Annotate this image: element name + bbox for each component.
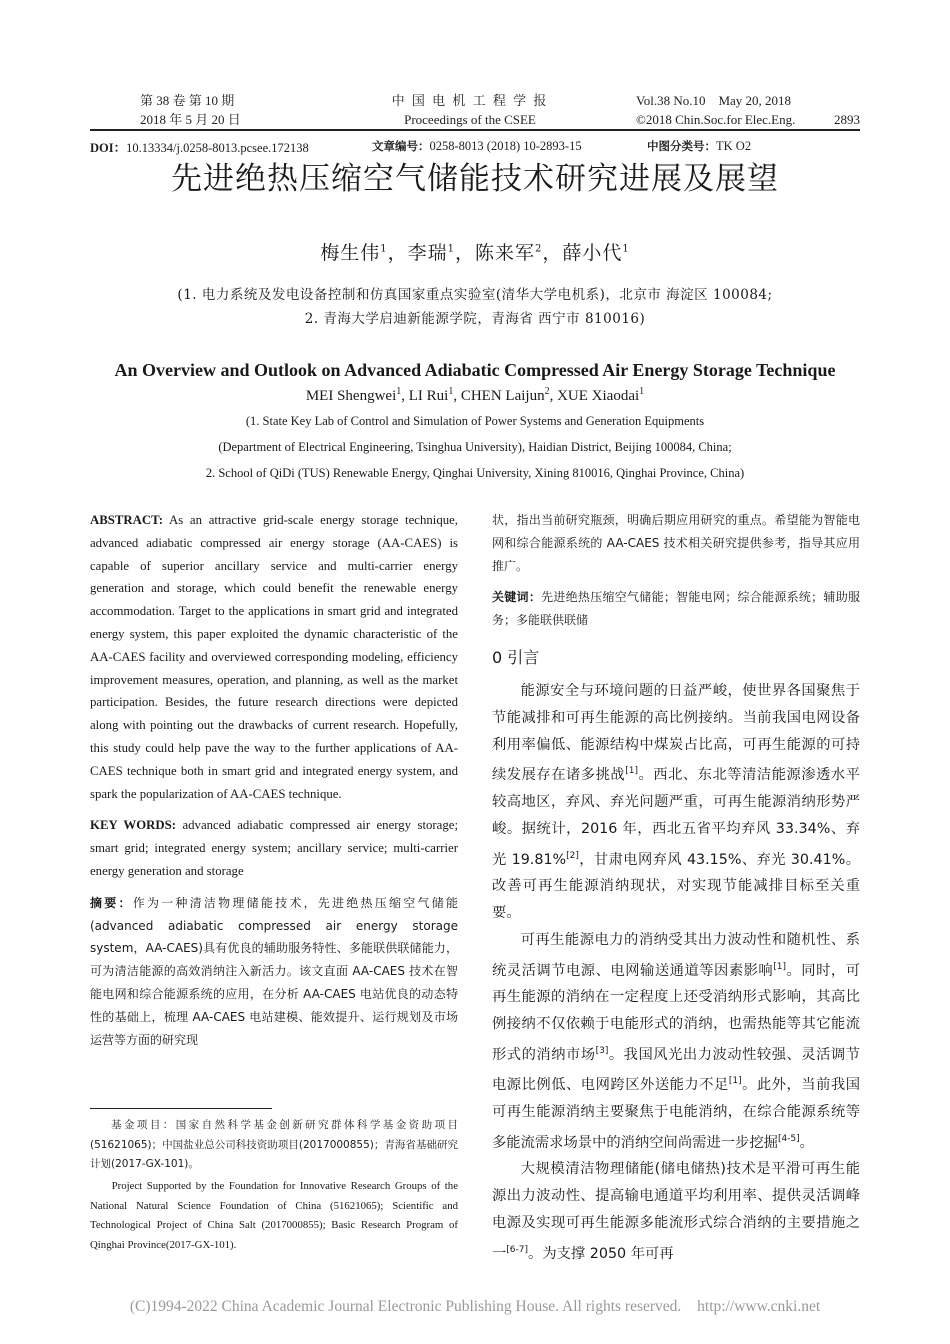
- section-heading-introduction: 0 引言: [492, 648, 540, 667]
- footer-url[interactable]: http://www.cnki.net: [697, 1298, 821, 1315]
- author-name-en: CHEN Laijun: [460, 388, 545, 404]
- author-affiliation-sup: 1: [396, 386, 402, 397]
- intro-paragraph-3: [492, 1156, 860, 1267]
- funding-text-en: Project Supported by the Foundation for Innovative Research Groups of the National Natural Science Foundation of China (51621065); Scientific and Technological Project of China Salt (2017000855); Basic Research Program of Qinghai Province(2017-GX-101).: [90, 1180, 458, 1251]
- abstract-zh-label: 摘要：: [90, 895, 133, 910]
- text-run: 。同时，可再生能源的消纳在一定程度上还受消纳形式影响，其高比例接纳不仅依赖于电能形式的消纳，也需热能等其它能流形式的消纳市场: [492, 962, 861, 1063]
- abstract-en-label: ABSTRACT:: [90, 513, 164, 527]
- author-affiliation-sup: 2: [535, 243, 543, 255]
- text-run: 大规模清洁物理储能(储电储热)技术是平滑可再生能源出力波动性、提高输电通道平均利用率、提供灵活调峰电源及实现可再生能源多能流形式综合消纳的主要措施之一: [492, 1161, 860, 1262]
- header-vol-en: Vol.38 No.10 May 20, 2018: [636, 93, 792, 108]
- header-volume-zh: [140, 91, 241, 129]
- header-copyright: ©2018 Chin.Soc.for Elec.Eng.: [636, 112, 796, 127]
- keywords-en: [90, 814, 458, 882]
- introduction-body: [492, 678, 860, 1267]
- keywords-zh-text: 先进绝热压缩空气储能；智能电网；综合能源系统；辅助服务；多能联供联储: [492, 590, 860, 628]
- author-name-en: XUE Xiaodai: [557, 388, 640, 404]
- funding-zh: [90, 1116, 458, 1175]
- author-affiliation-sup: 2: [544, 386, 550, 397]
- text-run: 能源安全与环境问题的日益严峻，使世界各国聚焦于节能减排和可再生能源的高比例接纳。当前我国电网设备利用率偏低、能源结构中煤炭占比高，可再生能源的可持续发展存在诸多挑战: [492, 683, 860, 784]
- author-affiliation-sup: 1: [447, 243, 455, 255]
- affiliation-en-3: 2. School of QiDi (TUS) Renewable Energy, Qinghai University, Xining 810016, Qinghai Province, China): [205, 466, 745, 480]
- header-vol-zh: 第 38 卷 第 10 期: [140, 93, 235, 108]
- left-column: [90, 509, 458, 1051]
- header-volume-en: [636, 91, 860, 129]
- text-run: 。西北、东北等清洁能源渗透水平较高地区，弃风、弃光问题严重，可再生能源消纳形势严峻。据统计，2016 年，西北五省平均弃风 33.34%、弃光 19.81%: [492, 767, 860, 868]
- cnki-footer: [0, 1298, 950, 1316]
- classification-label: 中图分类号：: [647, 139, 716, 153]
- author-affiliation-sup: 1: [448, 386, 454, 397]
- doi-label: DOI：: [90, 141, 127, 155]
- doi-value: 10.13334/j.0258-8013.pcsee.172138: [126, 141, 309, 155]
- author-name: 薛小代: [562, 242, 623, 264]
- citation: [3]: [595, 1045, 609, 1056]
- citation: [1]: [773, 961, 786, 972]
- keywords-zh-label: 关键词：: [492, 590, 542, 605]
- footer-copyright: (C)1994-2022 China Academic Journal Electronic Publishing House. All rights reserved.: [129, 1298, 682, 1315]
- affiliation-en-1: (1. State Key Lab of Control and Simulation of Power Systems and Generation Equipments: [245, 414, 705, 428]
- text-run: 。此外，当前我国可再生能源消纳主要聚焦于电能消纳，在综合能源系统等多能流需求场景中的消纳空间尚需进一步挖掘: [492, 1076, 861, 1151]
- text-run: 。: [799, 1134, 814, 1151]
- abstract-zh-text-cont: 状，指出当前研究瓶颈，明确后期应用研究的重点。希望能为智能电网和综合能源系统的 AA-CAES 技术相关研究提供参考，指导其应用推广。: [492, 513, 860, 573]
- author-affiliation-sup: 1: [622, 243, 630, 255]
- funding-text-zh: 国家自然科学基金创新研究群体科学基金资助项目(51621065)；中国盐业总公司科技资助项目(2017000855)；青海省基础研究计划(2017-GX-101)。: [90, 1119, 459, 1170]
- affiliation-zh-1: (1. 电力系统及发电设备控制和仿真国家重点实验室(清华大学电机系)，北京市 海淀区 100084;: [177, 287, 773, 303]
- citation: [1]: [728, 1076, 742, 1087]
- page-number: 2893: [834, 112, 860, 127]
- affiliation-en-2: (Department of Electrical Engineering, Tsinghua University), Haidian District, Beijing 100084, China;: [218, 440, 732, 454]
- footnote-rule: [90, 1108, 272, 1109]
- abstract-en-text: As an attractive grid-scale energy storage technique, advanced adiabatic compressed air energy storage (AA-CAES) is capable of superior ancillary service and multi-carrier energy generation and storage, which could benefit the renewable energy accommodation. Target to the applications in smart grid and integrated energy system, this paper exploited the dynamic characteristic of the AA-CAES facility and overviewed corresponding modeling, efficiency improvement measures, operation, and planning, as well as the market participation. Besides, the future research directions were depicted along with pointing out the drawbacks of current research. Hopefully, this study could help pave the way to the further applications of AA-CAES technique both in smart grid and integrated energy system, and spark the popularization of AA-CAES technique.: [90, 513, 459, 801]
- header-rule: [90, 129, 860, 131]
- author-affiliation-sup: 1: [639, 386, 645, 397]
- citation: [2]: [566, 850, 579, 861]
- paper-title-en: An Overview and Outlook on Advanced Adiabatic Compressed Air Energy Storage Technique: [114, 360, 836, 380]
- header-date-zh: 2018 年 5 月 20 日: [140, 112, 241, 127]
- author-name-en: LI Rui: [408, 388, 449, 404]
- classification: [647, 138, 751, 154]
- header-journal-zh: 中 国 电 机 工 程 学 报: [391, 93, 549, 108]
- author-affiliation-sup: 1: [380, 243, 388, 255]
- classification-value: TK O2: [716, 139, 752, 153]
- abstract-en: [90, 509, 458, 805]
- keywords-zh: [492, 586, 860, 632]
- text-run: 可再生能源电力的消纳受其出力波动性和随机性、系统灵活调节电源、电网输送通道等因素影响: [492, 931, 860, 979]
- article-number-label: 文章编号：: [372, 139, 430, 153]
- funding-label: 基金项目：: [111, 1119, 176, 1131]
- keywords-en-text: advanced adiabatic compressed air energy storage; smart grid; integrated energy system; ancillary service; multi-carrier energy generation and storage: [90, 818, 458, 878]
- paper-title-zh: 先进绝热压缩空气储能技术研究进展及展望: [171, 161, 779, 197]
- header-journal: [320, 91, 620, 129]
- authors-en: MEI Shengwei$^1$, LI Rui$^1$, CHEN Laijun$^2$, XUE Xiaodai$^1$: [305, 386, 645, 404]
- keywords-en-label: KEY WORDS:: [90, 818, 177, 833]
- citation: [6-7]: [506, 1244, 529, 1255]
- author-name-en: MEI Shengwei: [305, 388, 397, 404]
- author-name: 梅生伟: [320, 242, 381, 264]
- intro-paragraph-1: [492, 678, 860, 927]
- author-name: 李瑞: [407, 242, 448, 264]
- article-number-value: 0258-8013 (2018) 10-2893-15: [429, 139, 582, 153]
- text-run: 。我国风光出力波动性较强、灵活调节电源比例低、电网跨区外送能力不足: [492, 1046, 861, 1093]
- header-journal-en: Proceedings of the CSEE: [404, 112, 536, 127]
- text-run: 。为支撑 2050 年可再: [528, 1245, 674, 1262]
- abstract-zh-text: 作为一种清洁物理储能技术，先进绝热压缩空气储能(advanced adiabatic compressed air energy storage system，AA-CAES)具有优良的辅助服务特性、多能联供联储能力，可为清洁能源的高效消纳注入新活力。该文直面 AA-CAES 技术在智能电网和综合能源系统的应用，在分析 AA-CAES 电站优良的动态特性的基础上，梳理 AA-CAES 电站建模、能效提升、运行规划及市场运营等方面的研究现: [90, 895, 458, 1047]
- author-name: 陈来军: [475, 242, 536, 264]
- abstract-zh: [90, 892, 458, 1052]
- authors-zh: 梅生伟$^1$，李瑞$^1$，陈来军$^2$，薛小代$^1$: [320, 242, 630, 264]
- abstract-zh-continued: [492, 509, 860, 632]
- article-number: [372, 138, 582, 154]
- text-run: ，甘肃电网弃风 43.15%、弃光 30.41%。改善可再生能源消纳现状，对实现节能减排目标至关重要。: [492, 851, 860, 921]
- header-copyright-line: [636, 110, 860, 129]
- intro-paragraph-2: [492, 927, 860, 1156]
- citation: [1]: [625, 766, 638, 777]
- affiliation-zh-2: 2. 青海大学启迪新能源学院，青海省 西宁市 810016): [304, 311, 646, 327]
- citation: [4-5]: [777, 1133, 800, 1144]
